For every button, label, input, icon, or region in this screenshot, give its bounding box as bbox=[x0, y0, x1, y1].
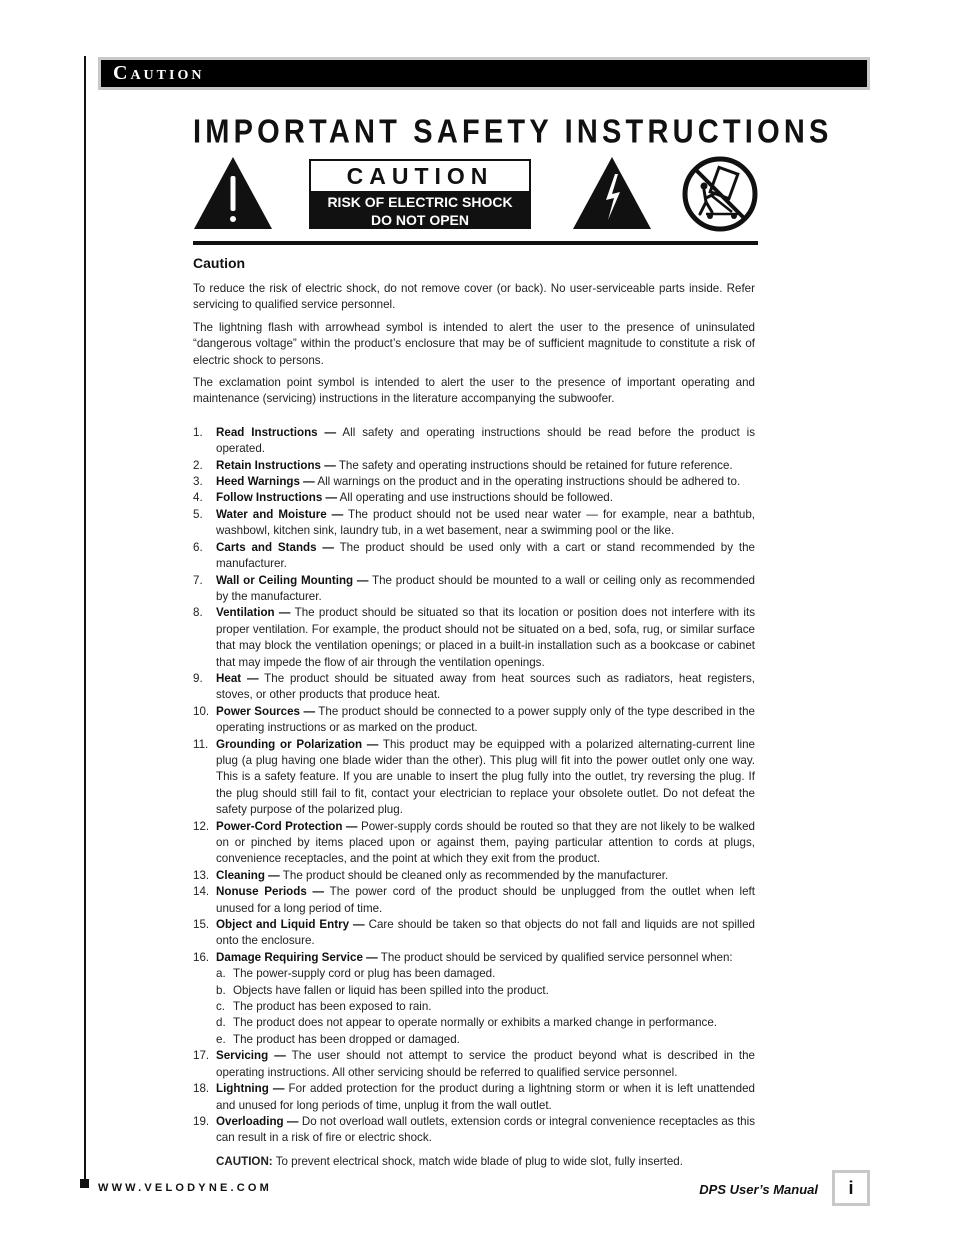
instruction-title: Overloading — bbox=[216, 1114, 299, 1128]
instruction-body bbox=[216, 671, 755, 704]
instruction-item bbox=[193, 917, 755, 950]
instruction-body bbox=[216, 605, 755, 671]
instruction-item bbox=[193, 884, 755, 917]
subitem-letter: b. bbox=[216, 983, 226, 997]
subitem-text: The product has been exposed to rain. bbox=[233, 1000, 432, 1014]
instruction-number: 6. bbox=[193, 540, 203, 554]
instruction-number: 2. bbox=[193, 458, 203, 472]
caution-line-2: DO NOT OPEN bbox=[370, 212, 469, 228]
damage-subitem bbox=[193, 1032, 755, 1048]
page-title: IMPORTANT SAFETY INSTRUCTIONS bbox=[193, 113, 833, 151]
instruction-title: Water and Moisture — bbox=[216, 507, 344, 521]
instruction-text: For added protection for the product during a lightning storm or when it is left unattended and unused for long periods of time, unplug it from the wall outlet. bbox=[216, 1082, 755, 1112]
instruction-text: The product should be situated so that its location or position does not interfere with its proper ventilation. For example, the product should not be situated on a bed, sofa, rug, or similar surface that may block the ventilation openings; or placed in a built-in installation such as a bookcase or cabinet that may impede the flow of air through the ventilation openings. bbox=[216, 606, 755, 669]
subitem-text: The product does not appear to operate normally or exhibits a marked change in performance. bbox=[233, 1016, 717, 1030]
safety-content bbox=[193, 253, 755, 1170]
instruction-item bbox=[193, 573, 755, 606]
instruction-text: The product should be cleaned only as recommended by the manufacturer. bbox=[279, 868, 669, 882]
instruction-item bbox=[193, 474, 755, 490]
instruction-title: Object and Liquid Entry — bbox=[216, 918, 365, 932]
instruction-text: The product should be used only with a cart or stand recommended by the manufacturer. bbox=[216, 540, 755, 571]
instruction-title: Servicing — bbox=[216, 1049, 286, 1063]
instruction-item bbox=[193, 671, 755, 704]
caution-label bbox=[309, 159, 531, 229]
instruction-text: Care should be taken so that objects do not fall and liquids are not spilled onto the enclosure. bbox=[216, 918, 755, 948]
instruction-title: Damage Requiring Service — bbox=[216, 950, 378, 964]
lightning-triangle-icon bbox=[572, 156, 652, 235]
instruction-text: The power cord of the product should be unplugged from the outlet when left unused for a long period of time. bbox=[216, 885, 755, 915]
instruction-item bbox=[193, 507, 755, 540]
instruction-item bbox=[193, 950, 755, 966]
instruction-title: Wall or Ceiling Mounting — bbox=[216, 573, 369, 587]
instruction-title: Power-Cord Protection — bbox=[216, 819, 358, 833]
instruction-item bbox=[193, 737, 755, 819]
instruction-item bbox=[193, 819, 755, 868]
intro-paragraph: The lightning flash with arrowhead symbol is intended to alert the user to the presence of uninsulated “dangerous voltage” within the product’s enclosure that may be of sufficient magnitude to constitute a risk of electric shock to persons. bbox=[193, 320, 755, 367]
instruction-number: 1. bbox=[193, 425, 203, 439]
footer-website: WWW.VELODYNE.COM bbox=[98, 1182, 273, 1194]
intro-paragraph: The exclamation point symbol is intended to alert the user to the presence of important operating and maintenance (servicing) instructions in the literature accompanying the subwoofer. bbox=[193, 376, 755, 406]
instruction-body bbox=[216, 1081, 755, 1114]
instruction-body bbox=[216, 474, 755, 490]
instruction-text: All warnings on the product and in the operating instructions should be adhered to. bbox=[314, 475, 741, 489]
instruction-number: 10. bbox=[193, 704, 210, 718]
instruction-number: 7. bbox=[193, 573, 203, 587]
subitem-letter: c. bbox=[216, 1000, 226, 1014]
instruction-body bbox=[216, 884, 755, 917]
no-cart-tipover-icon bbox=[682, 156, 758, 237]
instruction-title: Cleaning — bbox=[216, 868, 280, 882]
instruction-number: 15. bbox=[193, 918, 210, 932]
damage-subitem bbox=[193, 1015, 755, 1031]
instruction-title: Power Sources — bbox=[216, 704, 316, 718]
subitem-letter: a. bbox=[216, 967, 226, 981]
instruction-item bbox=[193, 868, 755, 884]
instruction-body bbox=[216, 819, 755, 868]
instruction-number: 5. bbox=[193, 507, 203, 521]
instruction-item bbox=[193, 1081, 755, 1114]
instruction-text: The user should not attempt to service the product beyond what is described in the operating instructions. All other servicing should be referred to qualified service personnel. bbox=[216, 1049, 755, 1079]
subitem-letter: e. bbox=[216, 1032, 226, 1046]
caution-subtext bbox=[311, 191, 529, 227]
damage-subitem bbox=[193, 966, 755, 982]
final-caution bbox=[193, 1154, 755, 1170]
caution-line-1: RISK OF ELECTRIC SHOCK bbox=[327, 194, 513, 210]
instruction-item bbox=[193, 605, 755, 671]
instruction-body bbox=[216, 458, 755, 474]
instruction-body bbox=[216, 950, 755, 966]
instruction-number: 3. bbox=[193, 475, 203, 489]
title-divider bbox=[193, 241, 758, 245]
instruction-title: Nonuse Periods — bbox=[216, 885, 325, 899]
caution-heading: Caution bbox=[193, 255, 246, 271]
instruction-text: The product should be situated away from heat sources such as radiators, heat registers, stoves, or other products that produce heat. bbox=[216, 671, 755, 702]
instruction-number: 13. bbox=[193, 868, 210, 882]
instruction-text: The safety and operating instructions should be retained for future reference. bbox=[335, 458, 733, 472]
left-margin-rule bbox=[84, 56, 86, 1180]
instruction-number: 19. bbox=[193, 1114, 210, 1128]
instruction-text: The product should not be used near water — for example, near a bathtub, washbowl, kitchen sink, laundry tub, in a wet basement, near a swimming pool or the like. bbox=[216, 507, 755, 538]
footer-manual-title: DPS User’s Manual bbox=[699, 1182, 818, 1197]
exclamation-triangle-icon bbox=[193, 156, 273, 235]
instruction-body bbox=[216, 1114, 755, 1147]
instruction-number: 8. bbox=[193, 606, 203, 620]
section-title: Caution bbox=[101, 60, 867, 87]
section-header bbox=[98, 57, 870, 90]
page-number: i bbox=[835, 1173, 867, 1203]
subitem-text: The product has been dropped or damaged. bbox=[233, 1032, 460, 1046]
instruction-title: Heat — bbox=[216, 671, 259, 685]
intro-paragraph: To reduce the risk of electric shock, do not remove cover (or back). No user-serviceable parts inside. Refer servicing to qualified service personnel. bbox=[193, 282, 755, 312]
instruction-title: Read Instructions — bbox=[216, 425, 337, 439]
instruction-item bbox=[193, 540, 755, 573]
instruction-title: Grounding or Polarization — bbox=[216, 737, 379, 751]
instruction-title: Carts and Stands — bbox=[216, 540, 334, 554]
final-caution-label: CAUTION: bbox=[216, 1154, 273, 1168]
damage-subitem bbox=[193, 999, 755, 1015]
instruction-body bbox=[216, 540, 755, 573]
instruction-body bbox=[216, 737, 755, 819]
instruction-number: 18. bbox=[193, 1082, 210, 1096]
instruction-title: Ventilation — bbox=[216, 606, 291, 620]
instruction-text: The product should be serviced by qualified service personnel when: bbox=[377, 950, 733, 964]
subitem-text: The power-supply cord or plug has been damaged. bbox=[233, 967, 496, 981]
instruction-body bbox=[216, 573, 755, 606]
subitem-text: Objects have fallen or liquid has been spilled into the product. bbox=[233, 983, 549, 997]
instruction-text: The product should be connected to a power supply only of the type described in the operating instructions or as marked on the product. bbox=[216, 704, 755, 735]
instruction-body bbox=[216, 868, 755, 884]
instruction-item bbox=[193, 458, 755, 474]
instruction-body bbox=[216, 704, 755, 737]
instruction-item bbox=[193, 704, 755, 737]
left-margin-marker bbox=[80, 1179, 89, 1188]
instruction-title: Retain Instructions — bbox=[216, 458, 336, 472]
subitem-letter: d. bbox=[216, 1016, 226, 1030]
instruction-number: 4. bbox=[193, 491, 203, 505]
instruction-number: 11. bbox=[193, 737, 209, 751]
instruction-title: Lightning — bbox=[216, 1082, 285, 1096]
instruction-text: The product should be mounted to a wall or ceiling only as recommended by the manufacturer. bbox=[216, 573, 755, 603]
instruction-list bbox=[193, 425, 755, 1147]
instruction-item bbox=[193, 490, 755, 506]
damage-subitem bbox=[193, 983, 755, 999]
instruction-number: 16. bbox=[193, 950, 210, 964]
instruction-item bbox=[193, 1048, 755, 1081]
instruction-text: All operating and use instructions should be followed. bbox=[337, 491, 613, 505]
instruction-title: Heed Warnings — bbox=[216, 475, 315, 489]
instruction-number: 17. bbox=[193, 1049, 210, 1063]
instruction-text: All safety and operating instructions should be read before the product is operated. bbox=[216, 425, 756, 456]
instruction-body bbox=[216, 425, 755, 458]
instruction-text: Power-supply cords should be routed so that they are not likely to be walked on or pinched by items placed upon or against them, paying particular attention to cords at plugs, convenience receptacles, and the point at which they exit from the product. bbox=[216, 819, 755, 866]
page-number-box bbox=[832, 1170, 870, 1206]
instruction-item bbox=[193, 425, 755, 458]
instruction-text: This product may be equipped with a polarized alternating-current line plug (a plug having one blade wider than the other). This plug will fit into the power outlet only one way. This is a safety feature. If you are unable to insert the plug fully into the outlet, try reversing the plug. If the plug should still fail to fit, contact your electrician to replace your obsolete outlet. Do not defeat the safety purpose of the polarized plug. bbox=[216, 737, 755, 817]
caution-word: CAUTION bbox=[346, 163, 494, 189]
instruction-item bbox=[193, 1114, 755, 1147]
instruction-number: 14. bbox=[193, 885, 210, 899]
instruction-number: 12. bbox=[193, 819, 210, 833]
instruction-title: Follow Instructions — bbox=[216, 491, 338, 505]
instruction-body bbox=[216, 1048, 755, 1081]
instruction-body bbox=[216, 917, 755, 950]
instruction-body bbox=[216, 507, 755, 540]
final-caution-text: To prevent electrical shock, match wide blade of plug to wide slot, fully inserted. bbox=[272, 1154, 683, 1168]
instruction-body bbox=[216, 490, 755, 506]
instruction-text: Do not overload wall outlets, extension cords or integral convenience receptacles as this can result in a risk of fire or electric shock. bbox=[216, 1114, 755, 1145]
instruction-number: 9. bbox=[193, 671, 203, 685]
